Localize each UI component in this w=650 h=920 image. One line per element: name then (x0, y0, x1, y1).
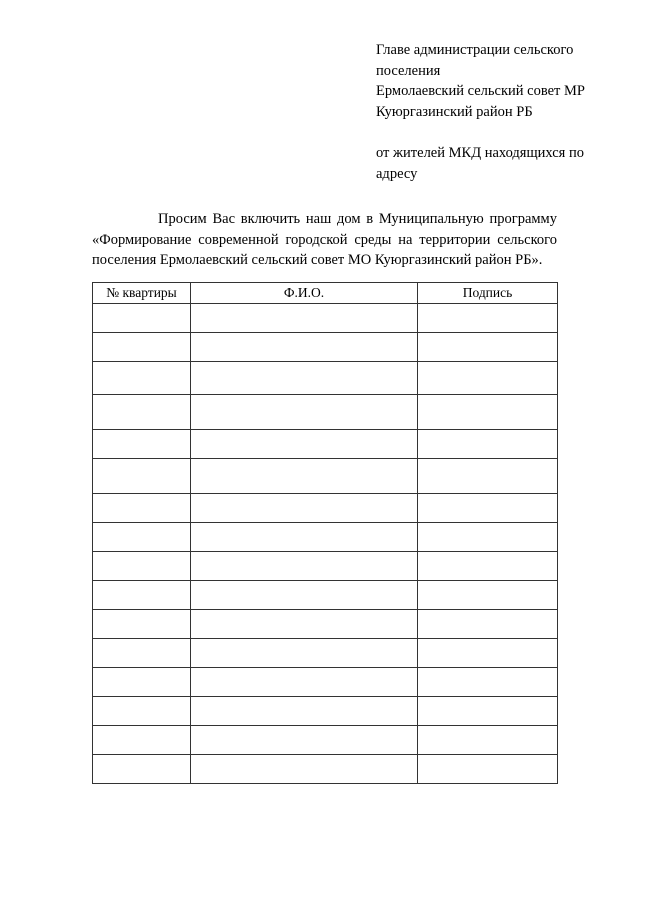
full-name-cell (191, 668, 418, 697)
sender-line: от жителей МКД находящихся по (376, 145, 584, 161)
table-row (93, 523, 558, 552)
apartment-cell (93, 333, 191, 362)
table-header-row (93, 283, 558, 304)
apartment-cell (93, 581, 191, 610)
full-name-cell (191, 755, 418, 784)
addressee-spacer (376, 122, 626, 143)
table-row (93, 333, 558, 362)
signature-cell (418, 494, 558, 523)
apartment-cell (93, 430, 191, 459)
table-row (93, 639, 558, 668)
apartment-cell (93, 459, 191, 494)
table-row (93, 362, 558, 395)
addressee-block (376, 40, 626, 184)
full-name-cell (191, 333, 418, 362)
table-row (93, 304, 558, 333)
full-name-cell (191, 697, 418, 726)
signature-cell (418, 395, 558, 430)
table-row (93, 726, 558, 755)
apartment-cell (93, 395, 191, 430)
signature-cell (418, 304, 558, 333)
apartment-cell (93, 552, 191, 581)
full-name-cell (191, 494, 418, 523)
signature-cell (418, 581, 558, 610)
signature-cell (418, 726, 558, 755)
request-line: Просим Вас включить наш дом в Муниципальную программу (158, 211, 557, 227)
full-name-cell (191, 395, 418, 430)
apartment-cell (93, 494, 191, 523)
apartment-cell (93, 610, 191, 639)
table-row (93, 668, 558, 697)
table-row (93, 610, 558, 639)
column-header-apartment: № квартиры (93, 283, 191, 304)
full-name-cell (191, 459, 418, 494)
apartment-cell (93, 304, 191, 333)
full-name-cell (191, 523, 418, 552)
column-header-signature: Подпись (418, 283, 558, 304)
table-row (93, 581, 558, 610)
table-row (93, 552, 558, 581)
table-row (93, 697, 558, 726)
apartment-cell (93, 523, 191, 552)
addressee-line: Куюргазинский район РБ (376, 103, 533, 120)
apartment-cell (93, 668, 191, 697)
full-name-cell (191, 639, 418, 668)
request-line: «Формирование современной городской среды на территории сельского (92, 231, 557, 248)
full-name-cell (191, 610, 418, 639)
table-row (93, 395, 558, 430)
sender-line: адресу (376, 165, 418, 182)
signature-cell (418, 697, 558, 726)
signature-cell (418, 333, 558, 362)
table-row (93, 755, 558, 784)
full-name-cell (191, 581, 418, 610)
signature-table (92, 282, 558, 784)
signature-cell (418, 362, 558, 395)
full-name-cell (191, 552, 418, 581)
table-row (93, 459, 558, 494)
apartment-cell (93, 755, 191, 784)
full-name-cell (191, 726, 418, 755)
signature-cell (418, 755, 558, 784)
table-row (93, 430, 558, 459)
apartment-cell (93, 362, 191, 395)
apartment-cell (93, 726, 191, 755)
full-name-cell (191, 430, 418, 459)
apartment-cell (93, 639, 191, 668)
addressee-line: Главе администрации сельского (376, 42, 574, 58)
column-header-full-name: Ф.И.О. (191, 283, 418, 304)
signature-cell (418, 610, 558, 639)
signature-table-body (93, 304, 558, 784)
full-name-cell (191, 304, 418, 333)
signature-cell (418, 668, 558, 697)
signature-cell (418, 639, 558, 668)
request-paragraph (92, 209, 557, 271)
addressee-line: поселения (376, 62, 441, 79)
full-name-cell (191, 362, 418, 395)
signature-cell (418, 430, 558, 459)
addressee-line: Ермолаевский сельский совет МР (376, 83, 585, 99)
signature-cell (418, 459, 558, 494)
signature-cell (418, 523, 558, 552)
apartment-cell (93, 697, 191, 726)
signature-cell (418, 552, 558, 581)
table-row (93, 494, 558, 523)
request-line: поселения Ермолаевский сельский совет МО Куюргазинский район РБ». (92, 252, 543, 268)
